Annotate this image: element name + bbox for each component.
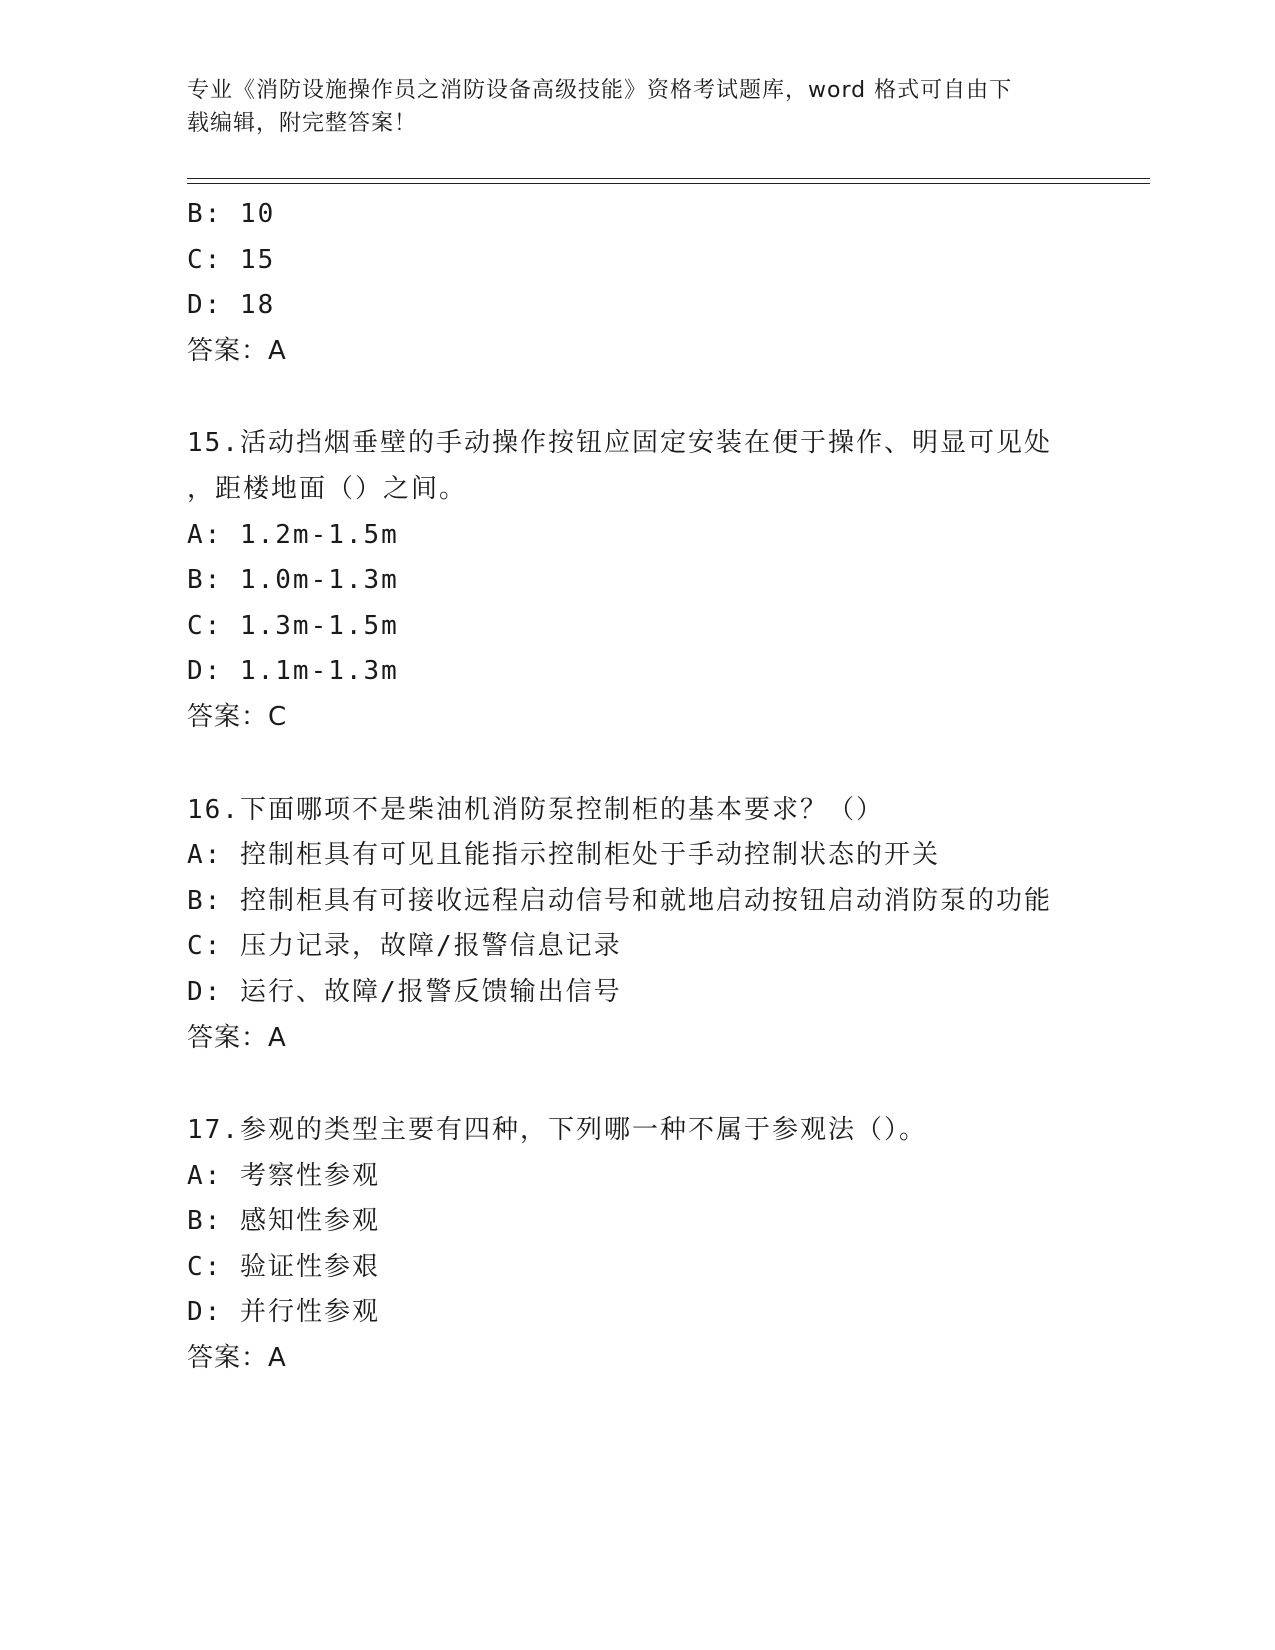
option-d: D: 18 bbox=[187, 290, 276, 321]
question-stem: 15.活动挡烟垂壁的手动操作按钮应固定安装在便于操作、明显可见处 bbox=[187, 428, 1052, 459]
option-a: A: 1.2m-1.5m bbox=[187, 519, 399, 550]
answer-line: 答案：A bbox=[187, 1343, 287, 1374]
option-b: B: 10 bbox=[187, 199, 276, 229]
option-b: B: 1.0m-1.3m bbox=[187, 565, 399, 596]
continued-question bbox=[187, 192, 1087, 374]
option-c: C: 1.3m-1.5m bbox=[187, 610, 399, 641]
question-stem-continued: ，距楼地面（）之间。 bbox=[187, 473, 468, 504]
option-c: C: 压力记录，故障/报警信息记录 bbox=[187, 931, 622, 962]
question-17 bbox=[187, 1108, 1087, 1382]
option-b: B: 感知性参观 bbox=[187, 1206, 380, 1237]
option-a: A: 考察性参观 bbox=[187, 1160, 380, 1191]
answer-line: 答案：C bbox=[187, 701, 288, 732]
question-stem: 17.参观的类型主要有四种，下列哪一种不属于参观法（）。 bbox=[187, 1115, 927, 1146]
header-divider-bottom bbox=[187, 183, 1150, 184]
option-c: C: 15 bbox=[187, 244, 276, 275]
option-b: B: 控制柜具有可接收远程启动信号和就地启动按钮启动消防泵的功能 bbox=[187, 885, 1052, 916]
answer-line: 答案：A bbox=[187, 1022, 287, 1053]
header-divider-top bbox=[187, 178, 1150, 179]
question-stem: 16.下面哪项不是柴油机消防泵控制柜的基本要求？（） bbox=[187, 794, 884, 825]
question-16 bbox=[187, 788, 1087, 1062]
header-line-1: 专业《消防设施操作员之消防设备高级技能》资格考试题库，word 格式可自由下 bbox=[187, 78, 1013, 103]
option-d: D: 1.1m-1.3m bbox=[187, 656, 399, 687]
option-c: C: 验证性参艰 bbox=[187, 1251, 380, 1282]
option-d: D: 运行、故障/报警反馈输出信号 bbox=[187, 976, 622, 1007]
header-line-2: 载编辑，附完整答案！ bbox=[187, 111, 418, 136]
question-15 bbox=[187, 421, 1087, 740]
option-a: A: 控制柜具有可见且能指示控制柜处于手动控制状态的开关 bbox=[187, 840, 940, 871]
question-list bbox=[187, 192, 1087, 1382]
document-header bbox=[187, 74, 1067, 140]
answer-line: 答案：A bbox=[187, 335, 287, 366]
option-d: D: 并行性参观 bbox=[187, 1297, 380, 1328]
